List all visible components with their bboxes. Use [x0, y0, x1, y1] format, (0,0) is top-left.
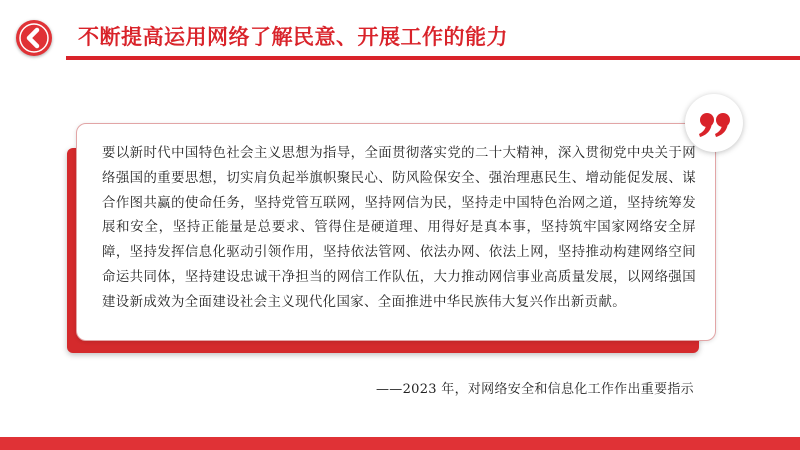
- quote-card: [76, 123, 716, 341]
- quotation-mark-icon: [685, 94, 743, 152]
- title-underline: [66, 56, 800, 60]
- back-button[interactable]: [16, 20, 52, 56]
- chevron-left-icon: [16, 20, 52, 56]
- quote-attribution: ——2023 年，对网络安全和信息化工作作出重要指示: [375, 382, 694, 397]
- page-title: 不断提高运用网络了解民意、开展工作的能力: [78, 25, 508, 49]
- quote-badge: [685, 94, 743, 152]
- quote-text: 要以新时代中国特色社会主义思想为指导，全面贯彻落实党的二十大精神，深入贯彻党中央关于网络强国的重要思想，切实肩负起举旗帜聚民心、防风险保安全、强治理惠民生、增动能促发展、谋合作图共赢的使命任务，坚持党管互联网，坚持网信为民，坚持走中国特色治网之道，坚持统筹发展和安全，坚持正能量是总要求、管得住是硬道理、用得好是真本事，坚持筑牢国家网络安全屏障，坚持发挥信息化驱动引领作用，坚持依法管网、依法办网、依法上网，坚持推动构建网络空间命运共同体，坚持建设忠诚干净担当的网信工作队伍，大力推动网信事业高质量发展，以网络强国建设新成效为全面建设社会主义现代化国家、全面推进中华民族伟大复兴作出新贡献。: [102, 146, 696, 310]
- footer-bar: [0, 437, 800, 450]
